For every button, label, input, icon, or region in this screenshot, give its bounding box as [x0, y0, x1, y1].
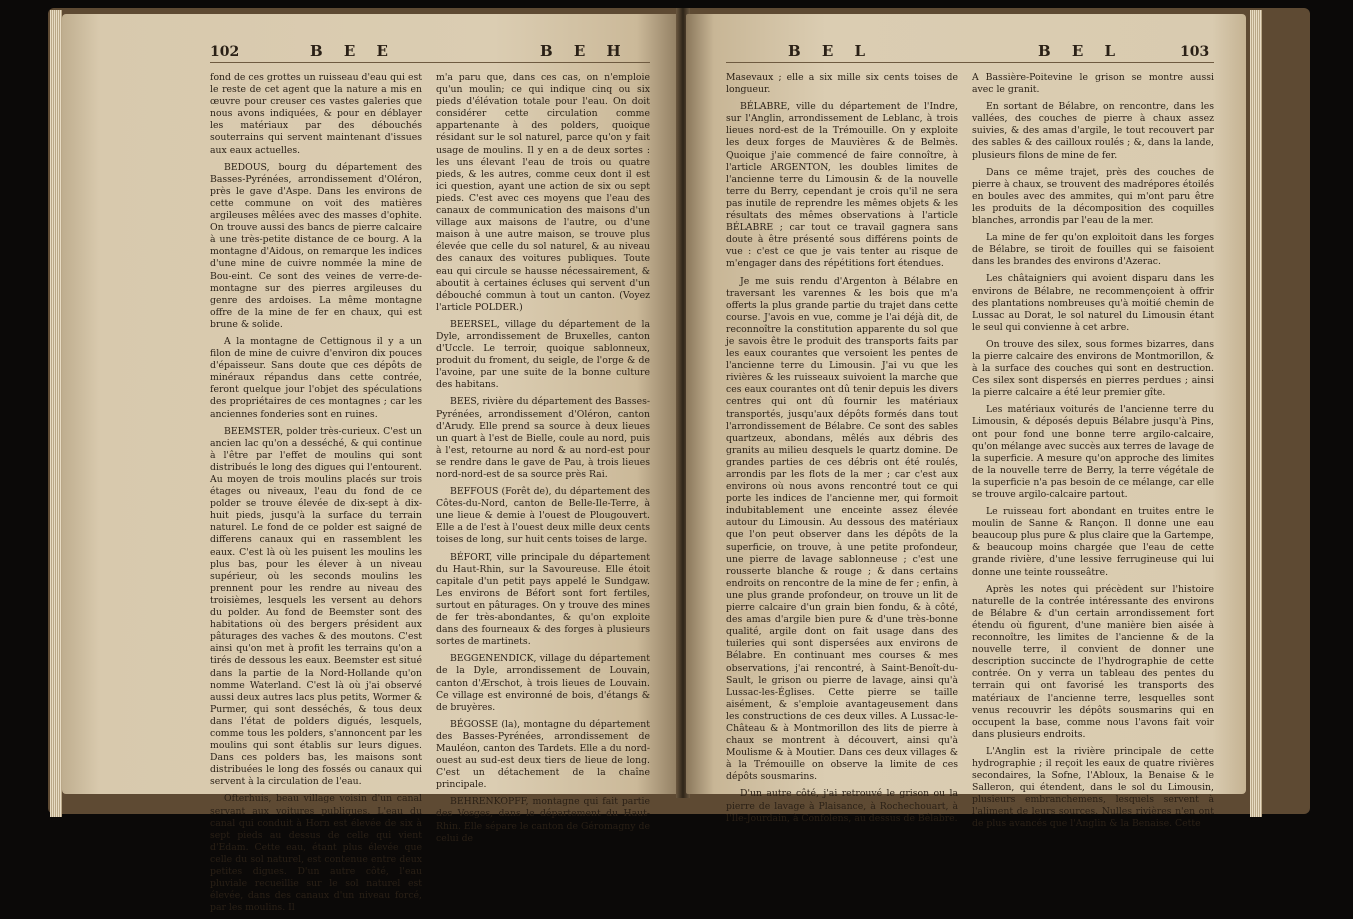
paragraph: A Bassière-Poitevine le grison se montre aussi avec le granit.	[972, 72, 1214, 96]
left-page	[62, 14, 680, 914]
running-header-left: B E E	[310, 42, 396, 60]
text-column-1	[726, 72, 958, 830]
paragraph: BEFFOUS (Forêt de), du département des Côtes-du-Nord, canton de Belle-Ile-Terre, à une lieue & demie à l'ouest de Plougouvert. Elle a de l'est à l'ouest deux mille deux cents toises de long, sur huit cents toises de large.	[436, 486, 650, 546]
paragraph: On trouve des silex, sous formes bizarres, dans la pierre calcaire des environs de Montmorillon, & à la surface des couches qui sont en destruction. Ces silex sont dispersés en pierres perdues ; ainsi la pierre calcaire a été leur premier gîte.	[972, 338, 1214, 399]
paragraph: BÉLABRE, ville du département de l'Indre, sur l'Anglin, arrondissement de Leblanc, à trois lieues nord-est de la Trémouille. On y exploite les deux forges de Mauvières & de Belmès. Quoique j'aie commencé de faire connoître, à l'article ARGENTON, les doubles limites de l'ancienne terre du Limousin & de la nouvelle terre du Berry, cependant je crois qu'il ne sera pas inutile de reprendre les mêmes objets & les résultats des mêmes observations à l'article BÉLABRE ; car tout ce travail gagnera sans doute à être présenté sous différens points de vue : c'est ce que je vais tenter au risque de m'engager dans des répétitions fort étendues.	[726, 101, 958, 270]
paragraph: Les châtaigniers qui avoient disparu dans les environs de Bélabre, ne recommençoient à offrir des plantations nombreuses qu'à moitié chemin de Lussac au Dorat, le sol naturel du Limousin étant le seul qui convienne à cet arbre.	[972, 273, 1214, 333]
page-number: 103	[1180, 44, 1210, 60]
paragraph: Je me suis rendu d'Argenton à Bélabre en traversant les varennes & les bois que m'a offerts la plus grande partie du trajet dans cette course. J'avois en vue, comme je l'ai déjà dit, de reconnoître la constitution apparente du sol que je savois être le produit des transports faits par les eaux courantes que versoient les pentes de l'ancienne terre du Limousin. J'ai vu que les rivières & les ruisseaux suivoient la marche que ces eaux courantes ont dû tenir depuis les divers centres qui ont dû fournir les matériaux transportés, jusqu'aux dépôts formés dans tout l'arrondissement de Bélabre. Ce sont des sables quartzeux, abondans, mêlés aux débris des granits au milieu desquels le quartz domine. De grandes parties de ces débris ont été roulés, arrondis par les flots de la mer ; car c'est aux environs où nous avons rencontré tout ce qui porte les indices de l'ancienne mer, qui formoit indubitablement une enceinte assez élevée autour du Limousin. Au dessous des matériaux que l'on peut observer dans les dépôts de la superficie, on trouve, à une petite profondeur, une pierre de lavage sablonneuse ; c'est une rousserte blanche & rouge ; & dans certains endroits on rencontre de la mine de fer ; enfin, à une plus grande profondeur, on trouve un lit de pierre calcaire d'un grain bien fondu, & à côté, des amas d'argile bien pure & d'une très-bonne qualité, argile dont on fait usage dans des tuileries qui sont dispersées aux environs de Bélabre. En continuant mes courses & mes observations, j'ai rencontré, à Saint-Benoît-du-Sault, le grison ou pierre de lavage, ainsi qu'à Lussac-les-Églises. Cette pierre se taille aisément, & s'emploie avantageusement dans les constructions de ces deux villes. A Lussac-le-Château & à Montmorillon des lits de pierre à chaux se montrent à découvert, ainsi qu'à Moulisme & à Moutier. Dans ces deux villages & à la Trémouille on observe la limite de ces dépôts sousmarins.	[726, 275, 958, 783]
right-page	[686, 14, 1246, 830]
paragraph: BEEMSTER, polder très-curieux. C'est un ancien lac qu'on a desséché, & qui continue à l'être par l'effet de moulins qui sont distribués le long des digues qui l'entourent. Au moyen de trois moulins placés sur trois étages ou niveaux, l'eau du fond de ce polder se trouve élevée de dix-sept à dix-huit pieds, jusqu'à la surface du terrain naturel. Le fond de ce polder est saigné de differens canaux qui en rassemblent les eaux. C'est là où les puisent les moulins les plus bas, pour les élever à un niveau supérieur, où les seconds moulins les prennent pour les rendre au niveau des troisièmes, lesquels les versent au dehors du polder. Au fond de Beemster sont des habitations où des bergers président aux pâturages des vaches & des moutons. C'est ainsi qu'on met à profit les terrains qu'on a tirés de dessous les eaux. Beemster est situé dans la partie de la Nord-Hollande qu'on nomme Waterland. C'est là où j'ai observé aussi deux autres lacs plus petits, Wormer & Purmer, qui sont desséchés, & tous deux dans l'état de polders digués, lesquels, comme tous les polders, s'annoncent par les moulins qui sont établis sur leurs digues. Dans ces polders bas, les maisons sont distribuées le long des fossés ou canaux qui servent à la circulation de l'eau.	[210, 425, 422, 788]
running-header-right: B E H	[540, 42, 629, 60]
paragraph: BEDOUS, bourg du département des Basses-Pyrénées, arrondissement d'Oléron, près le gave d'Aspe. Dans les environs de cette commune on voit des matières argileuses mêlées avec des masses d'ophite. On trouve aussi des bancs de pierre calcaire à une très-petite distance de ce bourg. A la montagne d'Aidous, on remarque les indices d'une mine de cuivre nommée la mine de Bou-eint. Ce sont des veines de verre-de-montagne sur des pierres argileuses du genre des ardoises. La même montagne offre de la mine de fer en chaux, qui est brune & solide.	[210, 161, 422, 330]
paragraph: fond de ces grottes un ruisseau d'eau qui est le reste de cet agent que la nature a mis en œuvre pour creuser ces vastes galeries que nous avons indiquées, & pour en déblayer les matériaux par des débouchés souterrains qui servent maintenant d'issues aux eaux actuelles.	[210, 72, 422, 156]
paragraph: Les matériaux voiturés de l'ancienne terre du Limousin, & déposés depuis Bélabre jusqu'à Pins, ont pour fond une bonne terre argilo-calcaire, qu'on mélange avec succès aux terres de lavage de la superficie. A mesure qu'on approche des limites de la nouvelle terre de Berry, la terre végétale de la superficie n'a pas besoin de ce mélange, car elle se trouve argilo-calcaire partout.	[972, 404, 1214, 500]
paragraph: BÉGOSSE (la), montagne du département des Basses-Pyrénées, arrondissement de Mauléon, canton des Tardets. Elle a du nord-ouest au sud-est deux tiers de lieue de long. C'est un détachement de la chaîne principale.	[436, 718, 650, 791]
header-rule	[210, 62, 650, 63]
paragraph: m'a paru que, dans ces cas, on n'emploie qu'un moulin; ce qui indique cinq ou six pieds d'élévation totale pour l'eau. On doit considérer cette circulation comme appartenante à des polders, quoique résidant sur le sol naturel, parce qu'on y fait usage de moulins. Il y en a de deux sortes : les uns élevant l'eau de trois ou quatre pieds, & les autres, comme ceux dont il est ici question, ayant une action de six ou sept pieds. C'est avec ces moyens que l'eau des canaux de communication des maisons d'un village aux maisons de l'autre, ou d'une maison à une autre maison, se trouve plus élevée que celle du sol naturel, & au niveau des canaux des voitures publiques. Toute eau qui circule se hausse nécessairement, & aboutit à certaines écluses qui servent d'un débouché commun à tout un canton. (Voyez l'article POLDER.)	[436, 72, 650, 313]
text-column-2	[972, 72, 1214, 836]
paragraph: Masevaux ; elle a six mille six cents toises de longueur.	[726, 72, 958, 96]
running-header-right: B E L	[1038, 42, 1124, 60]
page-edges-left	[50, 10, 62, 817]
running-header-left: B E L	[788, 42, 874, 60]
paragraph: Le ruisseau fort abondant en truites entre le moulin de Sanne & Rançon. Il donne une eau beaucoup plus pure & plus claire que la Gartempe, & beaucoup moins chargée que l'eau de cette grande rivière, d'une lessive ferrugineuse qui lui donne une teinte rousseâtre.	[972, 506, 1214, 578]
paragraph: Ofterhuis, beau village voisin d'un canal servant aux voitures publiques. L'eau du canal qui conduit à Horn est élevée de six à sept pieds au dessus de celle qui vient d'Edam. Cette eau, étant plus élevée que celle du sol naturel, est contenue entre deux petites digues. D'un autre côté, l'eau pluviale recueillie sur le sol naturel est élevée, dans des canaux d'un niveau forcé, par les moulins. Il	[210, 793, 422, 914]
text-column-2	[436, 72, 650, 850]
paragraph: Après les notes qui précèdent sur l'histoire naturelle de la contrée intéressante des environs de Bélabre & d'un certain arrondissement fort étendu où figurent, d'une manière bien aisée à reconnoître, les limites de l'ancienne & de la nouvelle terre, il convient de donner une description succincte de l'hydrographie de cette contrée. On y verra un tableau des pentes du terrain qui ont favorisé les transports des matériaux de l'ancienne terre, lesquelles sont venus recouvrir les dépôts sousmarins qui en occupent la base, comme nous l'avons fait voir dans plusieurs endroits.	[972, 583, 1214, 740]
paragraph: En sortant de Bélabre, on rencontre, dans les vallées, des couches de pierre à chaux assez suivies, & des amas d'argile, le tout recouvert par des sables & des cailloux roulés ; &, dans la lande, plusieurs filons de mine de fer.	[972, 101, 1214, 161]
page-number: 102	[210, 44, 240, 60]
paragraph: BEHRENKOPFF, montagne qui fait partie des Vosges, dans le département du Haut-Rhin. Elle sépare le canton de Géromagny de celui de	[436, 796, 650, 844]
paragraph: BEERSEL, village du département de la Dyle, arrondissement de Bruxelles, canton d'Uccle. Le terroir, quoique sablonneux, produit du froment, du seigle, de l'orge & de l'avoine, par une suite de la bonne culture des habitans.	[436, 318, 650, 391]
paragraph: BÉFORT, ville principale du département du Haut-Rhin, sur la Savoureuse. Elle étoit capitale d'un petit pays appelé le Sundgaw. Les environs de Béfort sont fort fertiles, surtout en pâturages. On y trouve des mines de fer très-abondantes, & qu'on exploite dans des fourneaux & des forges à plusieurs sortes de martinets.	[436, 551, 650, 648]
paragraph: BEES, rivière du département des Basses-Pyrénées, arrondissement d'Oléron, canton d'Arudy. Elle prend sa source à deux lieues un quart à l'est de Bielle, coule au nord, puis à l'est, retourne au nord & au nord-est pour se rendre dans le gave de Pau, à trois lieues nord-nord-est de sa source près Rai.	[436, 396, 650, 480]
paragraph: Dans ce même trajet, près des couches de pierre à chaux, se trouvent des madrépores étoilés en boules avec des ammites, qui m'ont paru être les produits de la décomposition des coquilles blanches, arrondis par l'eau de la mer.	[972, 166, 1214, 227]
paragraph: BEGGENENDICK, village du département de la Dyle, arrondissement de Louvain, canton d'Ærschot, à trois lieues de Louvain. Ce village est environné de bois, d'étangs & de bruyères.	[436, 653, 650, 713]
page-edges-right	[1250, 10, 1262, 817]
paragraph: L'Anglin est la rivière principale de cette hydrographie ; il reçoit les eaux de quatre rivières secondaires, la Sofne, l'Abloux, la Benaise & le Salleron, qui étendent, dans le sol du Limousin, plusieurs embranchemens, lesquels servent à l'aliment de leurs sources. Nulles rivières n'en ont de plus avancés que l'Anglin & la Benaise. Cette	[972, 745, 1214, 830]
header-rule	[726, 62, 1214, 63]
text-column-1	[210, 72, 422, 919]
paragraph: La mine de fer qu'on exploitoit dans les forges de Bélabre, se tiroit de fouilles qui se faisoient dans les brandes des environs d'Azerac.	[972, 232, 1214, 268]
paragraph: A la montagne de Cettignous il y a un filon de mine de cuivre d'environ dix pouces d'épaisseur. Sans doute que ces dépôts de minéraux répandus dans cette contrée, feront quelque jour l'objet des spéculations des propriétaires de ces montagnes ; car les anciennes fonderies sont en ruines.	[210, 335, 422, 420]
paragraph: D'un autre côté, j'ai retrouvé le grison ou la pierre de lavage à Plaisance, à Rochechouart, à l'Ile-Jourdain, à Confolens, au dessus de Bélabre.	[726, 788, 958, 824]
